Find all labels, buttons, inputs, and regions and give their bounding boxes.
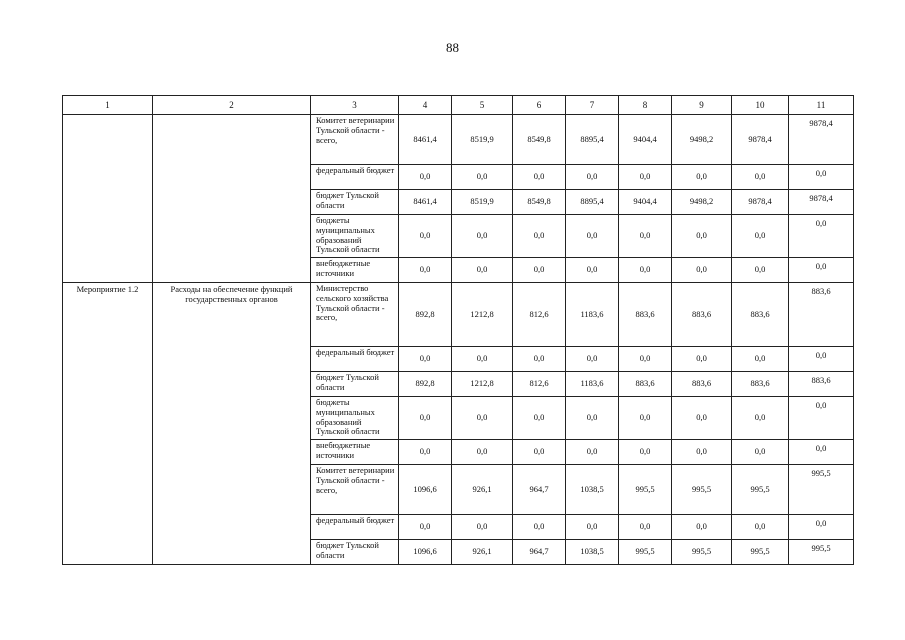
value-cell: 883,6: [672, 372, 732, 397]
funding-source-cell: Комитет ветеринарии Тульской области - всего,: [311, 465, 399, 515]
value-cell: 0,0: [399, 215, 452, 258]
value-cell: 0,0: [566, 258, 619, 283]
value-cell: 0,0: [619, 347, 672, 372]
funding-source-cell: бюджет Тульской области: [311, 190, 399, 215]
value-cell: 995,5: [789, 465, 854, 515]
value-cell: 9404,4: [619, 190, 672, 215]
column-header: 10: [732, 96, 789, 115]
value-cell: 1096,6: [399, 540, 452, 565]
value-cell: 995,5: [732, 540, 789, 565]
funding-source-cell: бюджет Тульской области: [311, 372, 399, 397]
value-cell: 812,6: [513, 372, 566, 397]
value-cell: 0,0: [789, 258, 854, 283]
funding-source-cell: бюджеты муниципальных образований Тульской области: [311, 215, 399, 258]
value-cell: 0,0: [399, 397, 452, 440]
value-cell: 0,0: [619, 215, 672, 258]
value-cell: 0,0: [732, 165, 789, 190]
value-cell: 892,8: [399, 372, 452, 397]
value-cell: 0,0: [399, 515, 452, 540]
value-cell: 1096,6: [399, 465, 452, 515]
value-cell: 8519,9: [452, 115, 513, 165]
column-header: 3: [311, 96, 399, 115]
value-cell: 883,6: [789, 283, 854, 347]
value-cell: 883,6: [789, 372, 854, 397]
column-header: 11: [789, 96, 854, 115]
value-cell: 0,0: [789, 515, 854, 540]
value-cell: 0,0: [732, 440, 789, 465]
value-cell: 1183,6: [566, 372, 619, 397]
value-cell: 8519,9: [452, 190, 513, 215]
value-cell: 892,8: [399, 283, 452, 347]
value-cell: 0,0: [452, 347, 513, 372]
activity-cell: [63, 115, 153, 283]
value-cell: 9878,4: [732, 190, 789, 215]
value-cell: 0,0: [513, 215, 566, 258]
value-cell: 0,0: [789, 165, 854, 190]
value-cell: 0,0: [619, 258, 672, 283]
value-cell: 883,6: [732, 372, 789, 397]
value-cell: 0,0: [513, 397, 566, 440]
value-cell: 0,0: [789, 215, 854, 258]
value-cell: 995,5: [789, 540, 854, 565]
value-cell: 0,0: [452, 397, 513, 440]
value-cell: 995,5: [619, 465, 672, 515]
value-cell: 8549,8: [513, 115, 566, 165]
value-cell: 0,0: [619, 440, 672, 465]
value-cell: 9404,4: [619, 115, 672, 165]
value-cell: 0,0: [452, 258, 513, 283]
value-cell: 8895,4: [566, 190, 619, 215]
column-header: 9: [672, 96, 732, 115]
budget-table: [62, 95, 854, 565]
value-cell: 883,6: [619, 372, 672, 397]
value-cell: 8461,4: [399, 115, 452, 165]
value-cell: 0,0: [566, 440, 619, 465]
value-cell: 0,0: [789, 397, 854, 440]
value-cell: 0,0: [566, 215, 619, 258]
value-cell: 0,0: [399, 165, 452, 190]
value-cell: 8895,4: [566, 115, 619, 165]
value-cell: 0,0: [732, 258, 789, 283]
value-cell: 0,0: [513, 347, 566, 372]
column-header: 1: [63, 96, 153, 115]
value-cell: 0,0: [732, 515, 789, 540]
column-header: 5: [452, 96, 513, 115]
value-cell: 926,1: [452, 540, 513, 565]
value-cell: 0,0: [672, 347, 732, 372]
value-cell: 964,7: [513, 540, 566, 565]
value-cell: 0,0: [732, 347, 789, 372]
value-cell: 883,6: [672, 283, 732, 347]
value-cell: 0,0: [399, 440, 452, 465]
value-cell: 995,5: [619, 540, 672, 565]
funding-source-cell: бюджеты муниципальных образований Тульской области: [311, 397, 399, 440]
value-cell: 0,0: [672, 258, 732, 283]
value-cell: 0,0: [513, 165, 566, 190]
value-cell: 1038,5: [566, 465, 619, 515]
value-cell: 0,0: [452, 440, 513, 465]
value-cell: 8549,8: [513, 190, 566, 215]
value-cell: 0,0: [566, 165, 619, 190]
value-cell: 0,0: [789, 440, 854, 465]
value-cell: 1183,6: [566, 283, 619, 347]
value-cell: 1212,8: [452, 283, 513, 347]
column-header: 2: [153, 96, 311, 115]
value-cell: 0,0: [566, 347, 619, 372]
value-cell: 9878,4: [789, 115, 854, 165]
value-cell: 0,0: [672, 397, 732, 440]
funding-source-cell: Министерство сельского хозяйства Тульской области - всего,: [311, 283, 399, 347]
value-cell: 0,0: [452, 515, 513, 540]
funding-source-cell: Комитет ветеринарии Тульской области - всего,: [311, 115, 399, 165]
value-cell: 0,0: [672, 165, 732, 190]
page-number: 88: [446, 40, 459, 55]
funding-source-cell: федеральный бюджет: [311, 347, 399, 372]
funding-source-cell: внебюджетные источники: [311, 440, 399, 465]
value-cell: 995,5: [732, 465, 789, 515]
value-cell: 0,0: [513, 440, 566, 465]
column-header: 6: [513, 96, 566, 115]
activity-cell: Мероприятие 1.2: [63, 283, 153, 565]
column-header: 8: [619, 96, 672, 115]
value-cell: 812,6: [513, 283, 566, 347]
value-cell: 0,0: [789, 347, 854, 372]
value-cell: 995,5: [672, 540, 732, 565]
value-cell: 0,0: [619, 515, 672, 540]
value-cell: 883,6: [619, 283, 672, 347]
column-header: 4: [399, 96, 452, 115]
table-row: [63, 115, 854, 165]
value-cell: 0,0: [672, 440, 732, 465]
value-cell: 9878,4: [732, 115, 789, 165]
value-cell: 0,0: [452, 165, 513, 190]
value-cell: 8461,4: [399, 190, 452, 215]
value-cell: 0,0: [672, 515, 732, 540]
activity-description-cell: [153, 115, 311, 283]
value-cell: 0,0: [732, 397, 789, 440]
value-cell: 995,5: [672, 465, 732, 515]
value-cell: 0,0: [732, 215, 789, 258]
activity-description-cell: Расходы на обеспечение функций государственных органов: [153, 283, 311, 565]
funding-source-cell: федеральный бюджет: [311, 165, 399, 190]
value-cell: 9878,4: [789, 190, 854, 215]
table-row: [63, 283, 854, 347]
value-cell: 9498,2: [672, 190, 732, 215]
value-cell: 1038,5: [566, 540, 619, 565]
funding-source-cell: бюджет Тульской области: [311, 540, 399, 565]
value-cell: 964,7: [513, 465, 566, 515]
value-cell: 926,1: [452, 465, 513, 515]
value-cell: 883,6: [732, 283, 789, 347]
value-cell: 1212,8: [452, 372, 513, 397]
value-cell: 0,0: [566, 515, 619, 540]
value-cell: 0,0: [399, 258, 452, 283]
value-cell: 0,0: [566, 397, 619, 440]
value-cell: 0,0: [619, 165, 672, 190]
column-header: 7: [566, 96, 619, 115]
value-cell: 0,0: [672, 215, 732, 258]
value-cell: 0,0: [452, 215, 513, 258]
value-cell: 9498,2: [672, 115, 732, 165]
funding-source-cell: федеральный бюджет: [311, 515, 399, 540]
value-cell: 0,0: [513, 515, 566, 540]
header-row: [63, 96, 854, 115]
funding-source-cell: внебюджетные источники: [311, 258, 399, 283]
value-cell: 0,0: [513, 258, 566, 283]
value-cell: 0,0: [619, 397, 672, 440]
value-cell: 0,0: [399, 347, 452, 372]
